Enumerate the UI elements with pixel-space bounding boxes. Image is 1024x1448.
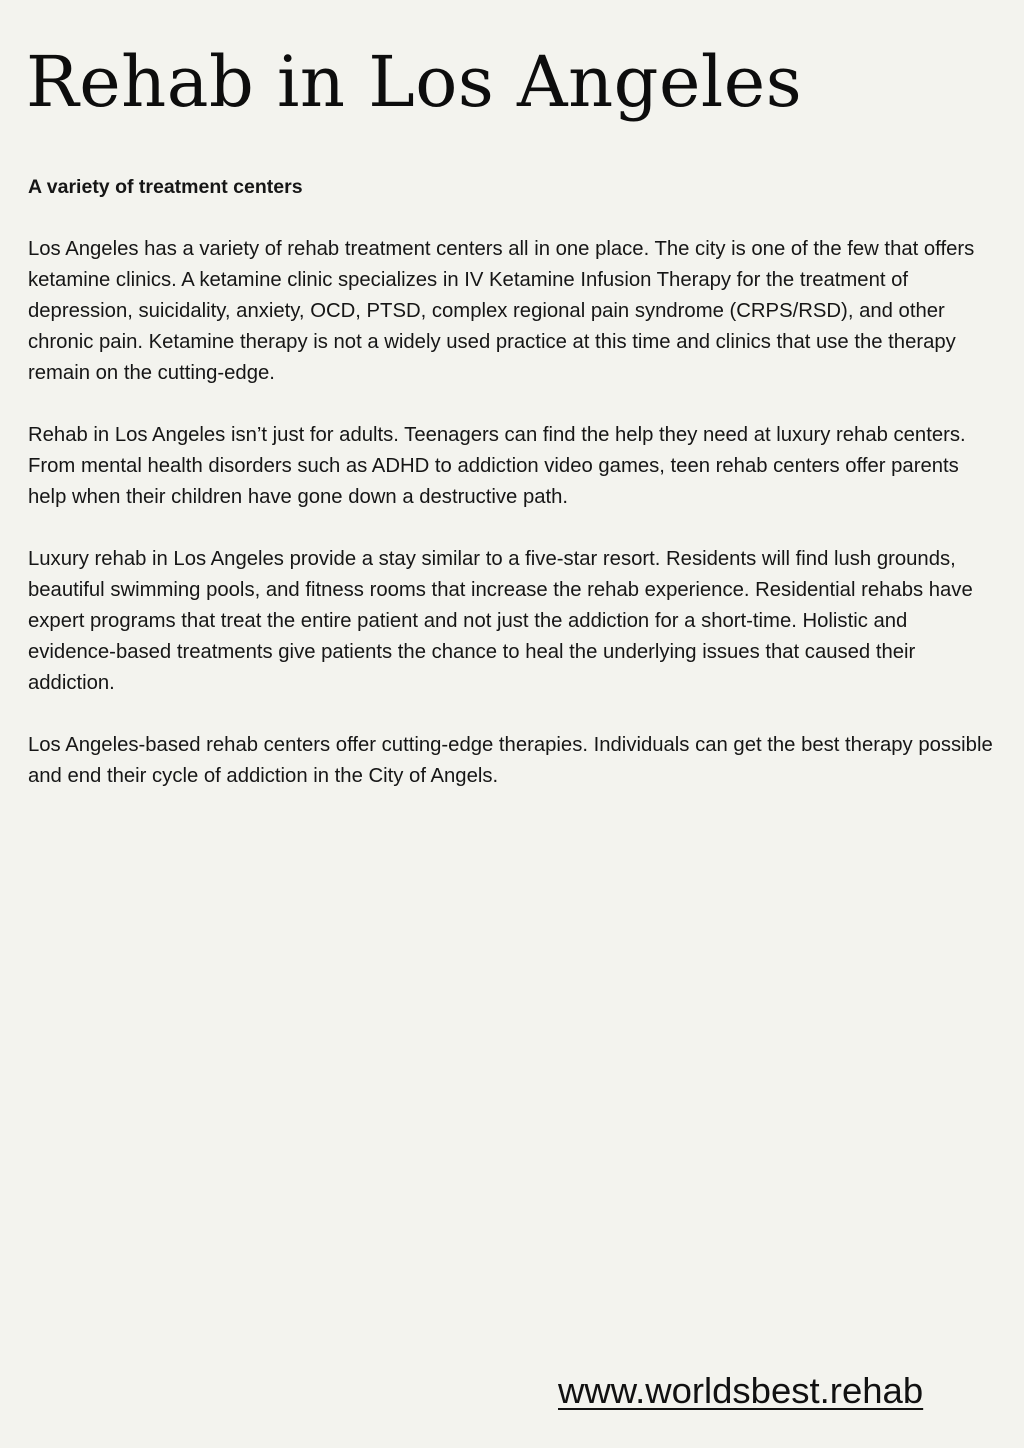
page-title: Rehab in Los Angeles bbox=[26, 41, 803, 123]
section-subheading: A variety of treatment centers bbox=[28, 176, 303, 198]
article-body bbox=[28, 172, 996, 823]
paragraph-ketamine-clinics: Los Angeles has a variety of rehab treatment centers all in one place. The city is one of the few that offers ketamine clinics. A ketamine clinic specializes in IV Ketamine Infusion Therapy for the treatment of depression, suicidality, anxiety, OCD, PTSD, complex regional pain syndrome (CRPS/RSD), and other chronic pain. Ketamine therapy is not a widely used practice at this time and clinics that use the therapy remain on the cutting-edge. bbox=[28, 238, 975, 384]
paragraph-luxury-rehab: Luxury rehab in Los Angeles provide a stay similar to a five-star resort. Residents will find lush grounds, beautiful swimming pools, and fitness rooms that increase the rehab experience. Residential rehabs have expert programs that treat the entire patient and not just the addiction for a short-time. Holistic and evidence-based treatments give patients the chance to heal the underlying issues that caused their addiction. bbox=[28, 548, 973, 694]
website-link[interactable]: www.worldsbest.rehab bbox=[558, 1370, 924, 1411]
paragraph-cutting-edge-therapies: Los Angeles-based rehab centers offer cutting-edge therapies. Individuals can get the best therapy possible and end their cycle of addiction in the City of Angels. bbox=[28, 734, 993, 787]
paragraph-teen-rehab: Rehab in Los Angeles isn’t just for adults. Teenagers can find the help they need at luxury rehab centers. From mental health disorders such as ADHD to addiction video games, teen rehab centers offer parents help when their children have gone down a destructive path. bbox=[28, 424, 966, 508]
